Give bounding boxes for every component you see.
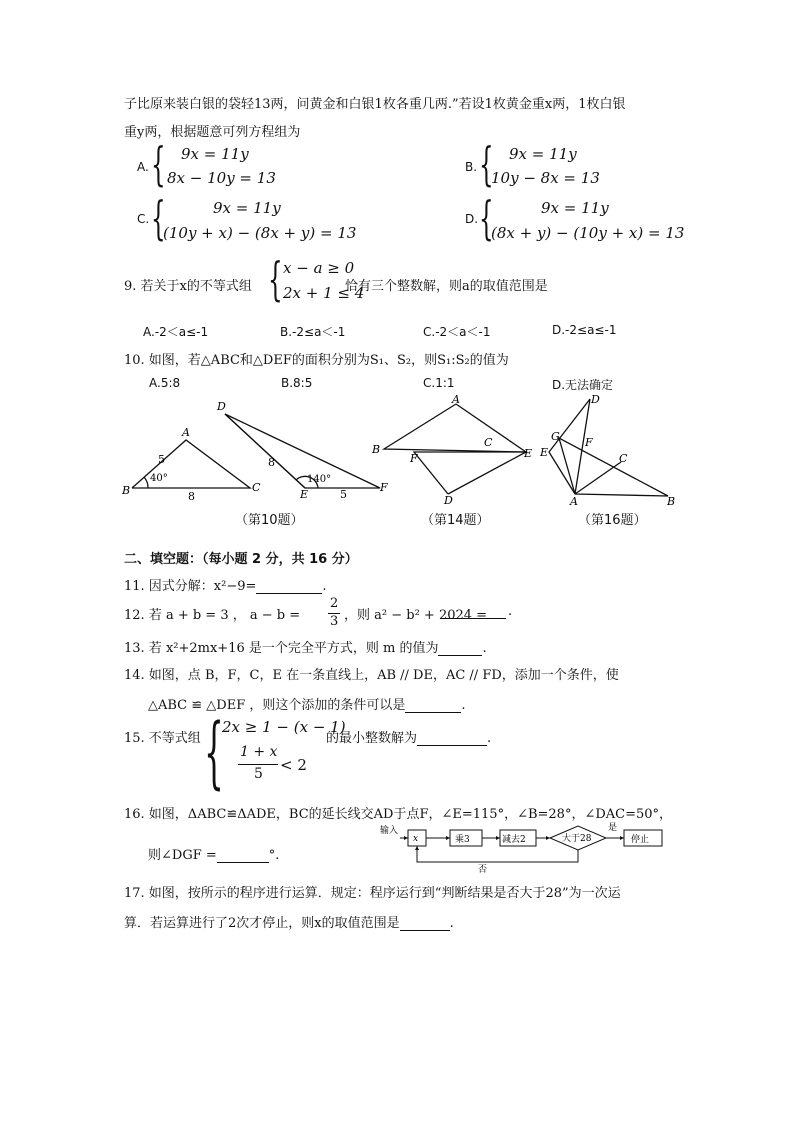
label-d: D (444, 494, 453, 507)
label-c: C (252, 481, 261, 494)
q15-end: . (487, 731, 492, 746)
brace-icon: { (151, 191, 166, 245)
flow-cond-label: 大于28 (562, 834, 592, 844)
q15-frac-num: 1 + x (240, 744, 278, 760)
q15-frac-bar (238, 764, 278, 765)
label-a: A (452, 393, 460, 406)
q8-continuation-line1: 子比原来装白银的袋轻13两，问黄金和白银1枚各重几两.”若设1枚黄金重x两，1枚白银 (124, 97, 626, 112)
q12-frac-num: 2 (330, 596, 339, 611)
q9-option-c[interactable]: C.-2＜a＜-1 (423, 325, 491, 339)
arrow-head-icon (415, 846, 419, 850)
flow-stop-label: 停止 (631, 835, 650, 845)
q15-frac-den: 5 (254, 766, 263, 782)
q13-text: 13. 若 x²+2mx+16 是一个完全平方式，则 m 的值为 (124, 641, 439, 656)
brace-icon: { (479, 191, 494, 245)
equation: 10y − 8x = 13 (491, 169, 600, 187)
q10-option-a[interactable]: A.5:8 (149, 376, 181, 390)
equation: (10y + x) − (8x + y) = 13 (163, 224, 357, 242)
equation: (8x + y) − (10y + x) = 13 (491, 224, 685, 242)
label-d: D (217, 400, 226, 413)
label-a: A (182, 426, 190, 439)
triangle-abc (384, 404, 526, 452)
q17-end: . (449, 916, 454, 931)
q9-suffix: 恰有三个整数解，则a的取值范围是 (345, 279, 548, 294)
option-label: B. (465, 160, 478, 174)
label-b: B (122, 484, 131, 497)
q17-line2-text: 算．若运算进行了2次才停止，则x的取值范围是 (124, 916, 400, 931)
figure-14 (368, 392, 538, 507)
q10-option-c[interactable]: C.1:1 (423, 376, 455, 390)
triangle-ade (549, 399, 590, 494)
flow-mul-label: 乘3 (455, 835, 470, 845)
q12-frac-den: 3 (330, 614, 339, 629)
flowchart (378, 818, 678, 874)
q14-answer-blank[interactable] (405, 698, 461, 713)
figure-16-caption: （第16题） (578, 513, 647, 528)
flow-yes-label: 是 (608, 823, 618, 833)
line-ac (575, 462, 621, 494)
label-c: C (619, 452, 628, 465)
q10-option-b[interactable]: B.8:5 (281, 376, 313, 390)
q15-suffix-wrap (326, 727, 491, 746)
q8-option-c[interactable] (137, 191, 397, 247)
q13-answer-blank[interactable] (438, 641, 482, 656)
label-d: D (591, 393, 600, 406)
label-e: E (524, 447, 533, 460)
label-f: F (380, 481, 388, 494)
q11-answer-blank[interactable] (256, 579, 322, 594)
figure-14-caption: （第14题） (421, 513, 490, 528)
q9-eq1: x − a ≥ 0 (283, 259, 355, 277)
q8-option-a[interactable] (137, 137, 357, 193)
q15-suffix: 的最小整数解为 (326, 731, 418, 746)
option-label: C. (137, 212, 150, 226)
q9-prefix: 9. 若关于x的不等式组 (124, 279, 252, 294)
q13 (124, 637, 487, 656)
brace-icon: { (204, 708, 224, 798)
q16-end: °. (268, 848, 280, 863)
label-e: E (540, 446, 549, 459)
arrow-head-icon (620, 836, 624, 840)
length-ef: 5 (340, 488, 347, 501)
flow-input-label: 输入 (380, 826, 399, 836)
q17-answer-blank[interactable] (400, 916, 450, 931)
arrow-head-icon (546, 836, 550, 840)
q14-end: . (461, 698, 466, 713)
label-b: B (372, 443, 381, 456)
label-c: C (484, 436, 493, 449)
equation: 9x = 11y (213, 199, 281, 217)
length-ab: 5 (158, 453, 165, 466)
loop-back-line (417, 846, 578, 862)
flow-sub-label: 减去2 (502, 835, 526, 845)
label-e: E (300, 488, 309, 501)
q12-end: . (508, 604, 513, 619)
brace-icon: { (151, 137, 166, 191)
q10-text: 10. 如图，若△ABC和△DEF的面积分别为S₁、S₂，则S₁:S₂的值为 (124, 353, 509, 368)
q11-text: 11. 因式分解：x²−9= (124, 579, 257, 594)
angle-b-arc (144, 477, 148, 488)
option-label: A. (137, 160, 149, 174)
q15-answer-blank[interactable] (417, 731, 487, 746)
q12-text-b: ，则 a² − b² + 2024 = (344, 608, 488, 623)
triangle-def (414, 452, 526, 494)
figure-10-caption: （第10题） (235, 513, 304, 528)
q8-option-b[interactable] (465, 137, 685, 193)
q10-option-d[interactable]: D.无法确定 (552, 378, 614, 392)
label-g: G (551, 430, 560, 443)
q9-option-d[interactable]: D.-2≤a≤-1 (552, 323, 617, 337)
q9-option-a[interactable]: A.-2＜a≤-1 (143, 325, 209, 339)
arrow-head-icon (404, 836, 408, 840)
length-de: 8 (268, 456, 275, 469)
equation: 9x = 11y (509, 145, 577, 163)
label-f: F (585, 436, 593, 449)
q12-text-a: 12. 若 a + b = 3 ， a − b = (124, 608, 301, 623)
section2-title: 二、填空题：（每小题 2 分，共 16 分） (124, 552, 358, 567)
label-b: B (667, 495, 676, 508)
flow-x-label: x (413, 834, 419, 844)
q15-prefix: 15. 不等式组 (124, 731, 201, 746)
figure-16 (535, 390, 680, 510)
q12-answer-blank[interactable] (442, 604, 506, 619)
q17-line1: 17. 如图，按所示的程序进行运算．规定：程序运行到“判断结果是否大于28”为一次运 (124, 886, 621, 901)
length-bc: 8 (188, 490, 195, 503)
q9-eq2: 2x + 1 ≤ 4 (283, 284, 365, 302)
label-f: F (410, 452, 418, 465)
q8-continuation-line2: 重y两，根据题意可列方程组为 (124, 125, 301, 140)
q15-eq2-rest: < 2 (280, 756, 307, 774)
option-label: D. (465, 212, 479, 226)
figure-10 (120, 398, 390, 503)
label-a: A (570, 495, 578, 508)
q16-line2 (148, 844, 279, 863)
segment-de (225, 414, 305, 488)
q9-option-b[interactable]: B.-2≤a＜-1 (280, 325, 346, 339)
arrow-head-icon (446, 836, 450, 840)
angle-e-label: 140° (307, 474, 332, 485)
q14-line2-text: △ABC ≌ △DEF ，则这个添加的条件可以是 (148, 698, 406, 713)
q17-line2 (124, 912, 454, 931)
equation: 8x − 10y = 13 (167, 169, 276, 187)
q15-eq1: 2x ≥ 1 − (x − 1) (222, 718, 346, 736)
q14-line1: 14. 如图，点 B，F，C，E 在一条直线上，AB // DE，AC // FD，添加一个条件，使 (124, 668, 619, 683)
q13-end: . (482, 641, 487, 656)
brace-icon: { (479, 137, 494, 191)
q16-line1: 16. 如图，ΔABC≌ΔADE，BC的延长线交AD于点F，∠E=115°，∠B=28°，∠DAC=50°， (124, 807, 673, 822)
brace-icon: { (268, 252, 283, 306)
q16-answer-blank[interactable] (217, 848, 269, 863)
q14-line2 (148, 694, 466, 713)
arrow-head-icon (496, 836, 500, 840)
equation: 9x = 11y (541, 199, 609, 217)
q11 (124, 575, 327, 594)
q16-line2-text: 则∠DGF = (148, 848, 217, 863)
angle-b-label: 40° (150, 473, 168, 484)
equation: 9x = 11y (181, 145, 249, 163)
q11-end: . (322, 579, 327, 594)
flow-no-label: 否 (478, 865, 488, 874)
q8-option-d[interactable] (465, 191, 725, 247)
